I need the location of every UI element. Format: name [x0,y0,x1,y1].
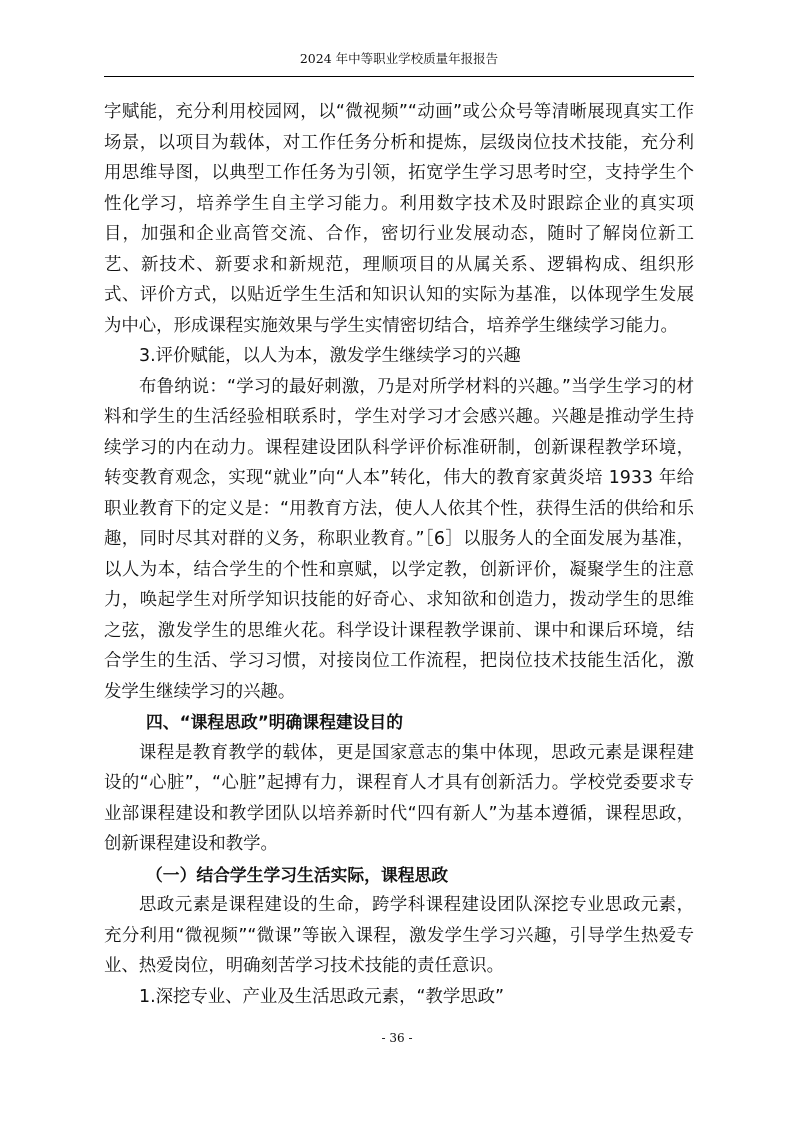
page-number: - 36 - [381,1031,413,1045]
paragraph: 课程是教育教学的载体，更是国家意志的集中体现，思政元素是课程建设的“心脏”，“心脏”起搏有力，课程育人才具有创新活力。学校党委要求专业部课程建设和教学团队以培养新时代“四有新人”为基本遵循，课程思政，创新课程建设和教学。 [104,742,694,854]
page-header: 2024 年中等职业学校质量年报报告 [104,48,694,77]
subsection-title: 1.深挖专业、产业及生活思政元素，“教学思政” [139,986,505,1007]
subsection-title: 3.评价赋能，以人为本，激发学生继续学习的兴趣 [139,346,521,366]
page-body [104,97,694,1012]
paragraph: 字赋能，充分利用校园网，以“微视频”“动画”或公众号等清晰展现真实工作场景，以项目为载体，对工作任务分析和提炼，层级岗位技术技能，充分利用思维导图，以典型工作任务为引领，拓宽学生学习思考时空，支持学生个性化学习，培养学生自主学习能力。利用数字技术及时跟踪企业的真实项目，加强和企业高管交流、合作，密切行业发展动态，随时了解岗位新工艺、新技术、新要求和新规范，理顺项目的从属关系、逻辑构成、组织形式、评价方式，以贴近学生生活和知识认知的实际为基准，以体现学生发展为中心，形成课程实施效果与学生实情密切结合，培养学生继续学习能力。 [104,102,694,336]
paragraph: 思政元素是课程建设的生命，跨学科课程建设团队深挖专业思政元素，充分利用“微视频”“微课”等嵌入课程，激发学生学习兴趣，引导学生热爱专业、热爱岗位，明确刻苦学习技术技能的责任意识。 [104,895,694,976]
subsection-heading: （一）结合学生学习生活实际，课程思政 [146,864,449,885]
paragraph: 布鲁纳说：“学习的最好刺激，乃是对所学材料的兴趣。”当学生学习的材料和学生的生活经验相联系时，学生对学习才会感兴趣。兴趣是推动学生持续学习的内在动力。课程建设团队科学评价标准研制，创新课程教学环境，转变教育观念，实现“就业”向“人本”转化，伟大的教育家黄炎培 1933 年给职业教育下的定义是：“用教育方法，使人人依其个性，获得生活的供给和乐趣，同时尽其对群的义务，称职业教育。”［6］以服务人的全面发展为基准，以人为本，结合学生的个性和禀赋，以学定教，创新评价，凝聚学生的注意力，唤起学生对所学知识技能的好奇心、求知欲和创造力，拨动学生的思维之弦，激发学生的思维火花。科学设计课程教学课前、课中和课后环境，结合学生的生活、学习习惯，对接岗位工作流程，把岗位技术技能生活化，激发学生继续学习的兴趣。 [104,376,694,702]
section-heading: 四、“课程思政”明确课程建设目的 [146,712,403,732]
